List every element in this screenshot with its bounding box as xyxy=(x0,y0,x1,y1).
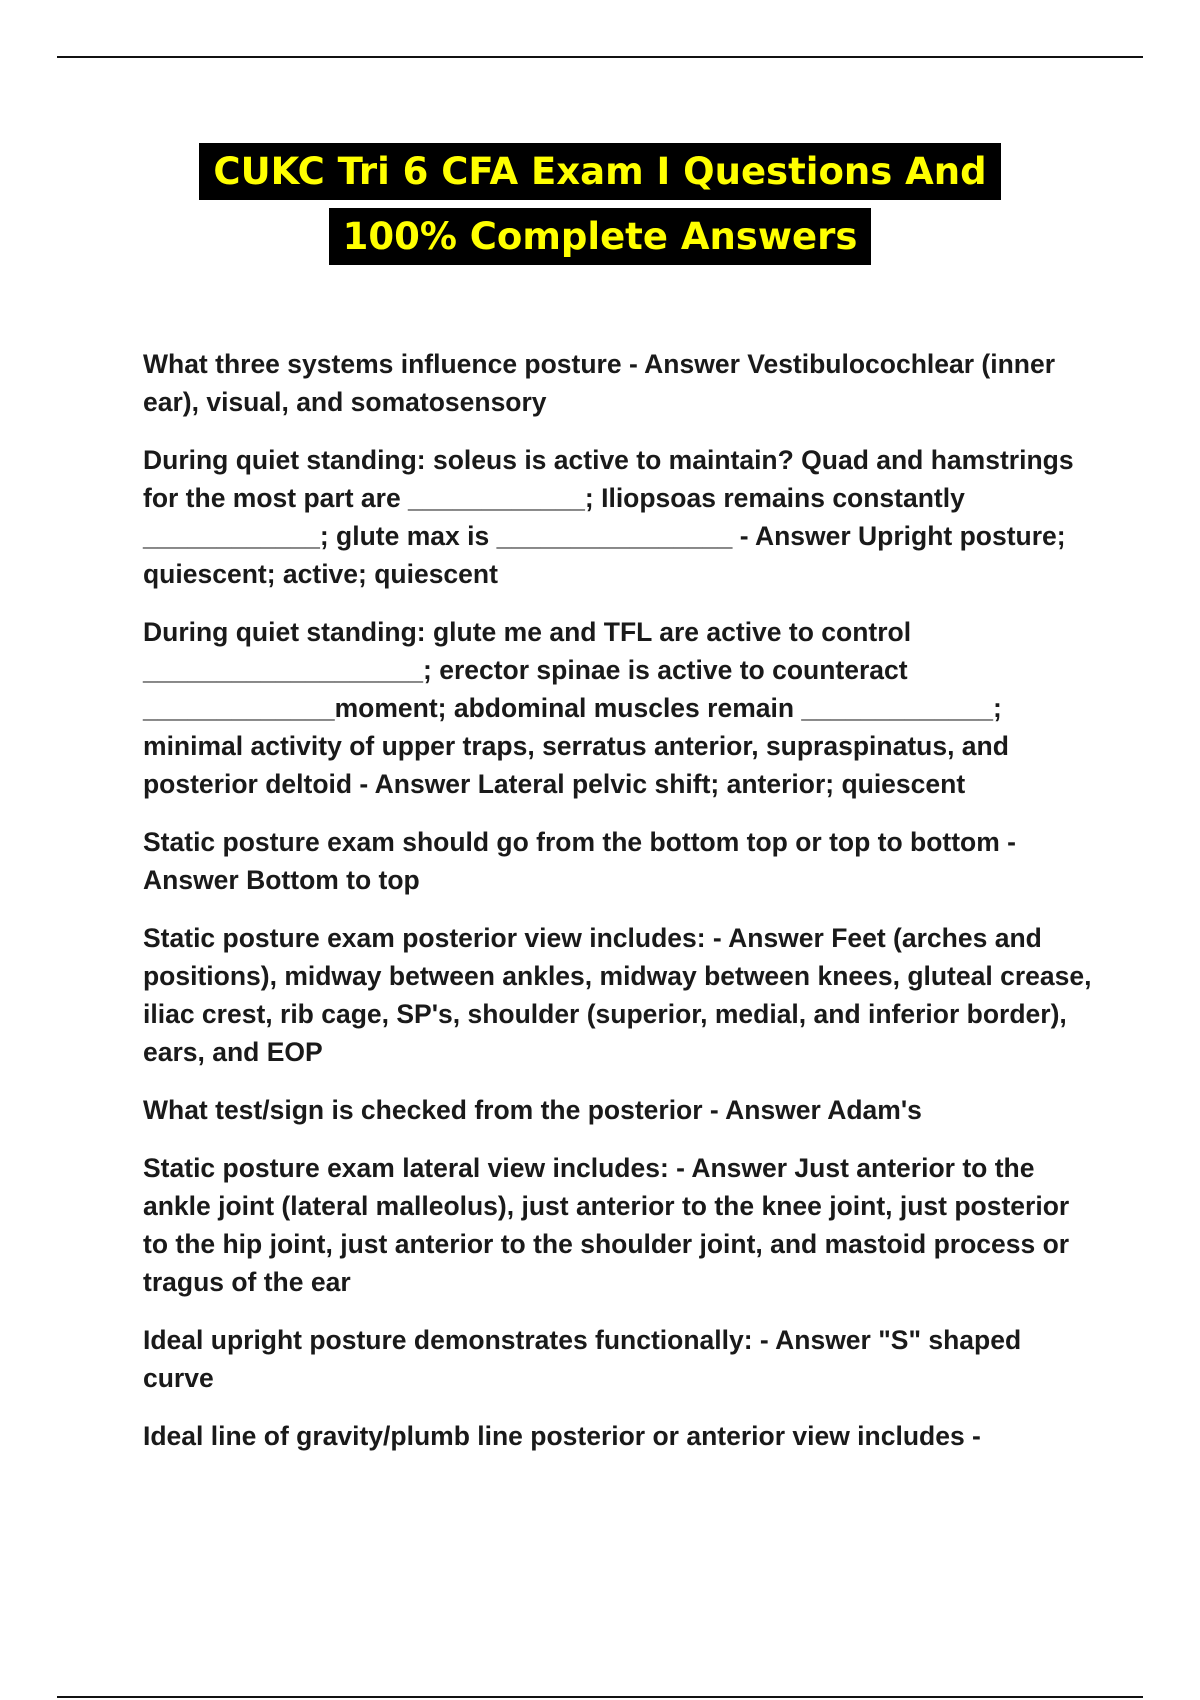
title-line-1: CUKC Tri 6 CFA Exam I Questions And xyxy=(199,143,1000,200)
qa-entry: What three systems influence posture - Answer Vestibulocochlear (inner ear), visual, and somatosensory xyxy=(143,349,1056,417)
bottom-rule xyxy=(57,1696,1143,1698)
qa-entry: Static posture exam posterior view includes: - Answer Feet (arches and positions), midway between ankles, midway between knees, gluteal crease, iliac crest, rib cage, SP's, shoulder (superior, medial, and inferior border), ears, and EOP xyxy=(143,923,1092,1067)
document-title xyxy=(0,143,1200,265)
qa-entry: During quiet standing: soleus is active to maintain? Quad and hamstrings for the most part are ____________; Iliopsoas remains constantly ____________; glute max is ________________ - Answer Upright posture; quiescent; active; quiescent xyxy=(143,445,1074,589)
qa-list xyxy=(143,345,1093,1475)
title-line-2: 100% Complete Answers xyxy=(329,208,872,265)
qa-entry: Static posture exam should go from the bottom top or top to bottom - Answer Bottom to top xyxy=(143,827,1016,895)
qa-entry: What test/sign is checked from the posterior - Answer Adam's xyxy=(143,1095,922,1125)
qa-entry: During quiet standing: glute me and TFL are active to control ___________________; erector spinae is active to counteract _____________moment; abdominal muscles remain _____________; minimal activity of upper traps, serratus anterior, supraspinatus, and posterior deltoid - Answer Lateral pelvic shift; anterior; quiescent xyxy=(143,617,1009,799)
qa-entry: Static posture exam lateral view includes: - Answer Just anterior to the ankle joint (lateral malleolus), just anterior to the knee joint, just posterior to the hip joint, just anterior to the shoulder joint, and mastoid process or tragus of the ear xyxy=(143,1153,1070,1297)
top-rule xyxy=(57,56,1143,58)
qa-entry: Ideal upright posture demonstrates functionally: - Answer "S" shaped curve xyxy=(143,1325,1022,1393)
qa-entry: Ideal line of gravity/plumb line posterior or anterior view includes - xyxy=(143,1421,981,1451)
